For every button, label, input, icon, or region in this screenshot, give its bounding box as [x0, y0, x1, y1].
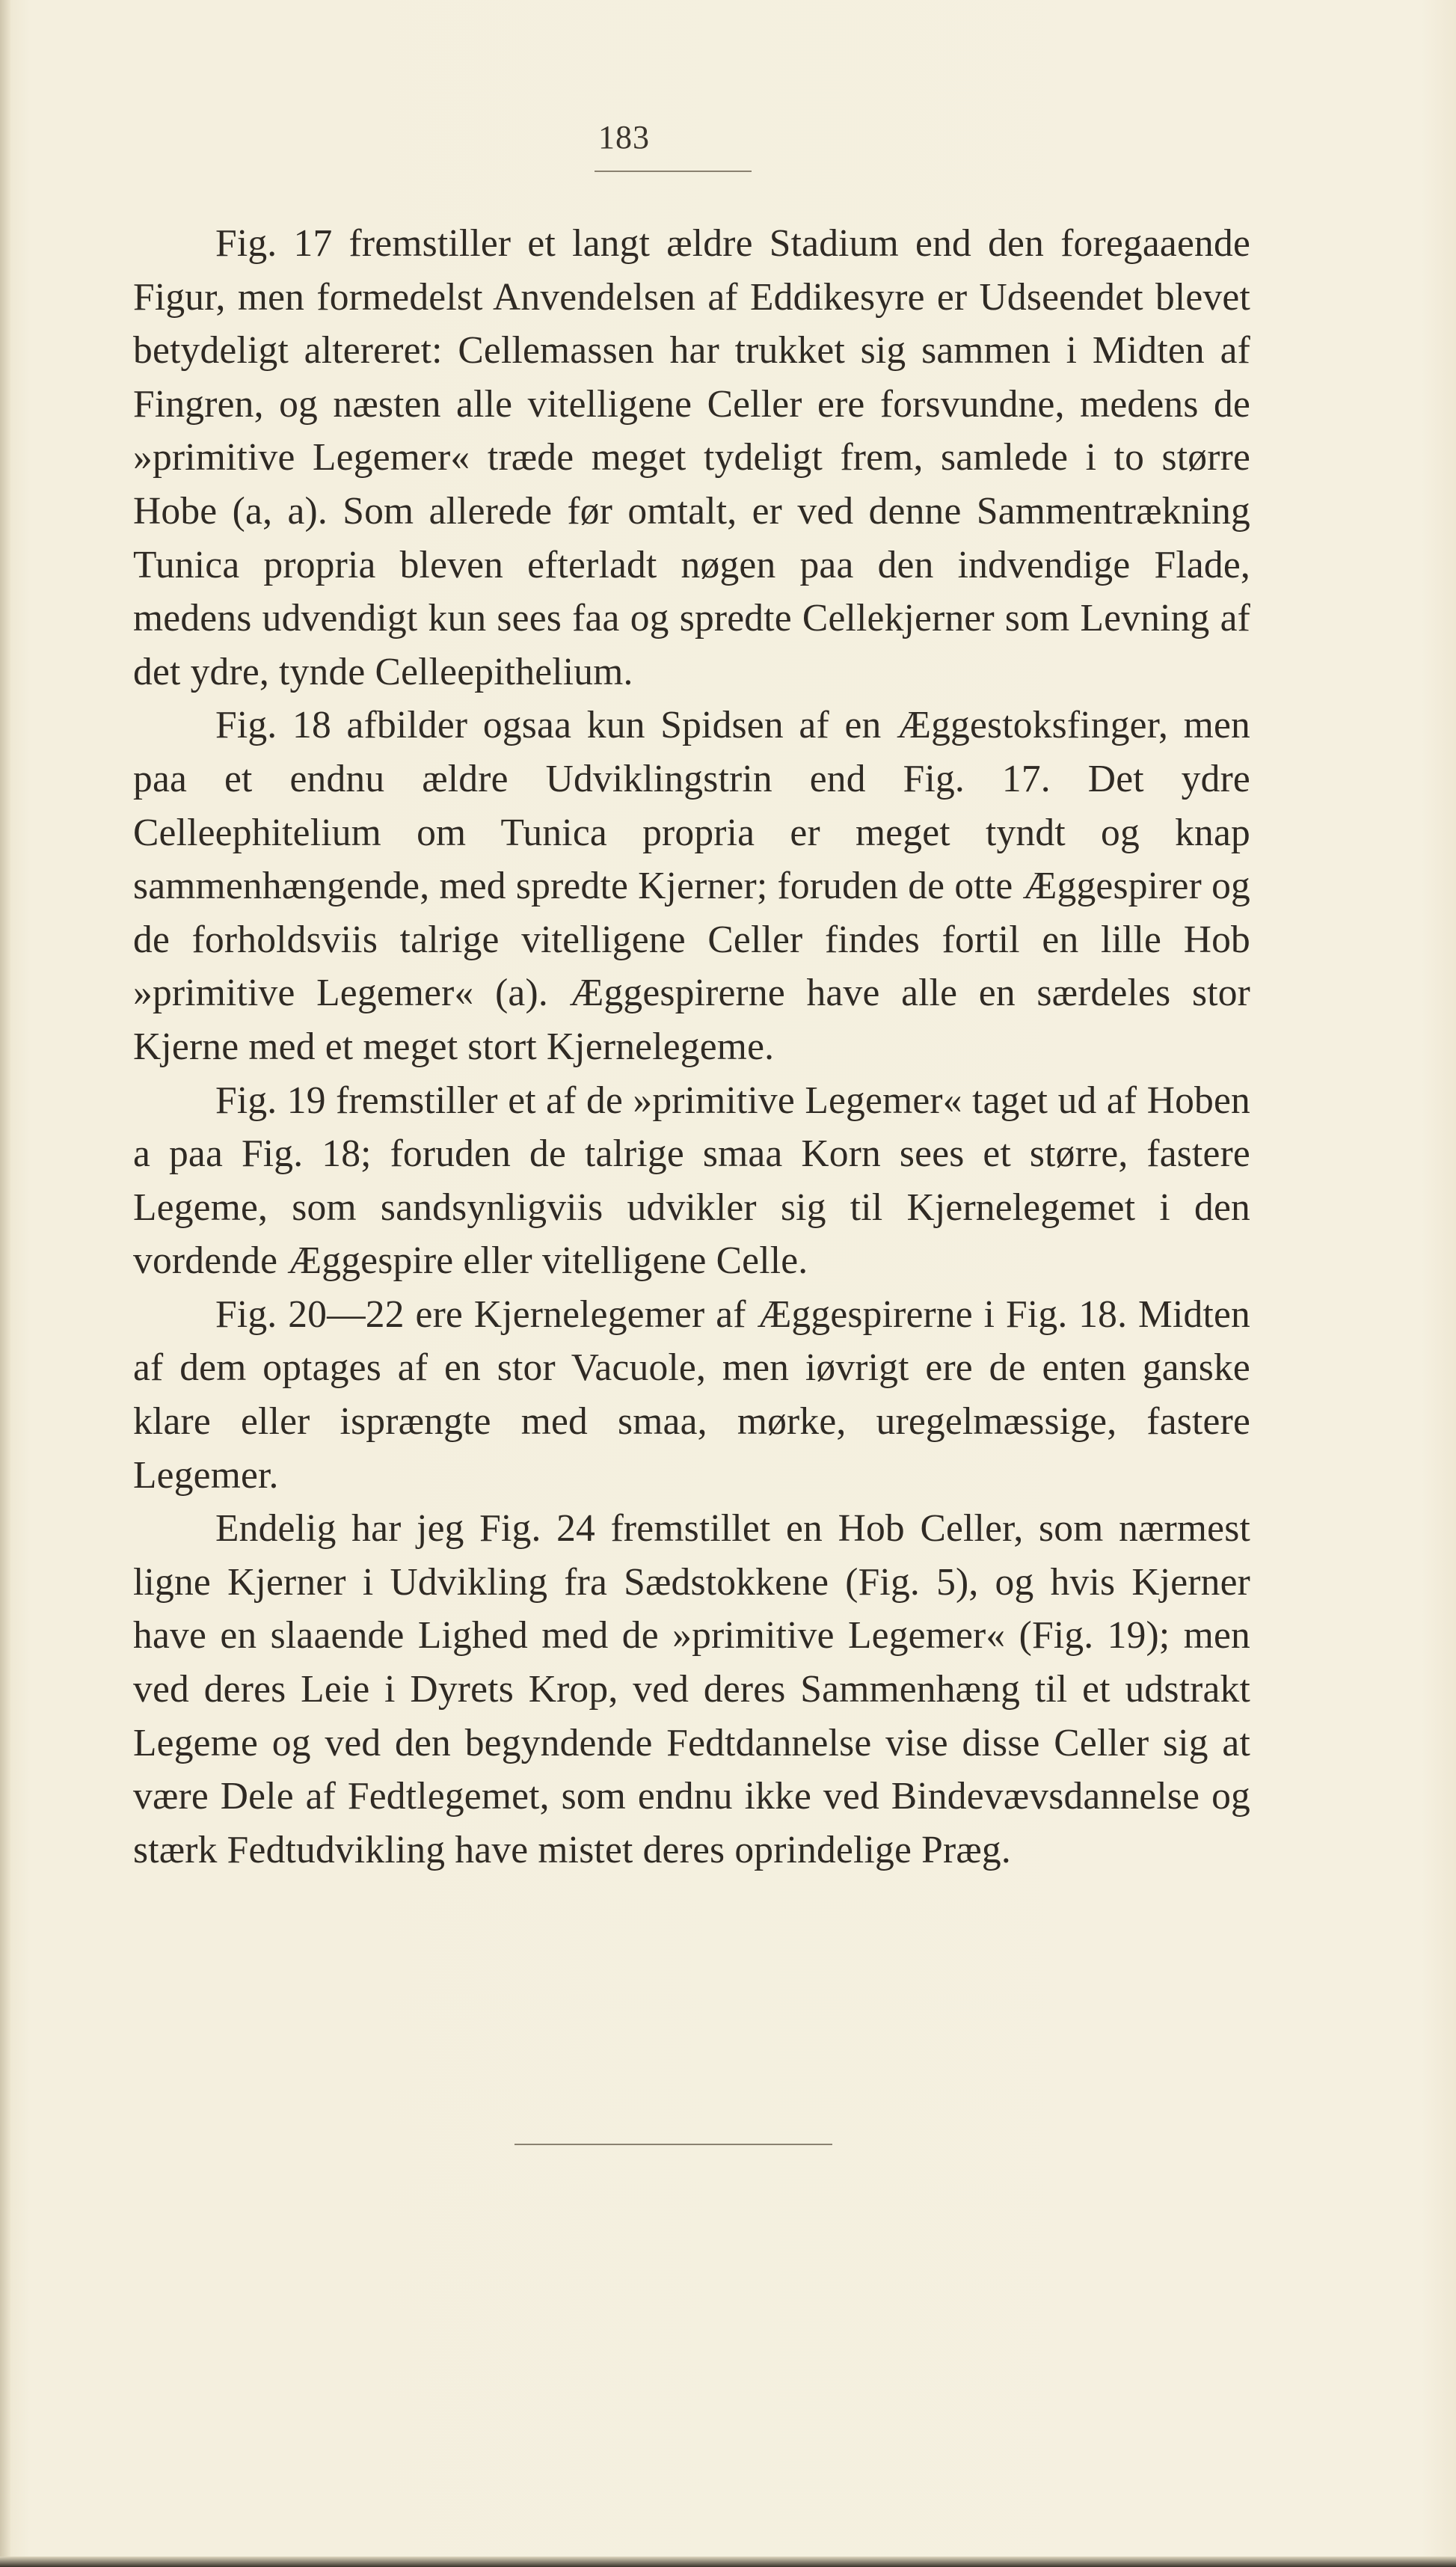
page-bottom-edge [0, 2557, 1456, 2567]
paragraph-fig-17: Fig. 17 fremstiller et langt ældre Stadium end den foregaaende Figur, men formedelst Anvendelsen af Eddikesyre er Udseendet blevet betydeligt altereret: Cellemassen har trukket sig sammen i Midten af Fingren, og næsten alle vitelligene Celler ere forsvundne, medens de »primitive Legemer« træde meget tydeligt frem, samlede i to større Hobe (a, a). Som allerede før omtalt, er ved denne Sammentrækning Tunica propria bleven efterladt nøgen paa den indvendige Flade, medens udvendigt kun sees faa og spredte Cellekjerner som Levning af det ydre, tynde Celleepithelium. [133, 222, 1250, 693]
page-left-edge [0, 0, 10, 2567]
page-number: 183 [598, 119, 650, 156]
end-rule [514, 2144, 832, 2145]
paragraph-fig-19: Fig. 19 fremstiller et af de »primitive Legemer« taget ud af Hoben a paa Fig. 18; foruden de talrige smaa Korn sees et større, fastere Legeme, som sandsynligviis udvikler sig til Kjernelegemet i den vordende Æggespire eller vitelligene Celle. [133, 1079, 1250, 1283]
paragraph-fig-18: Fig. 18 afbilder ogsaa kun Spidsen af en Æggestoksfinger, men paa et endnu ældre Udviklingstrin end Fig. 17. Det ydre Celleephitelium om Tunica propria er meget tyndt og knap sammenhængende, med spredte Kjerner; foruden de otte Æggespirer og de forholdsviis talrige vitelligene Celler findes fortil en lille Hob »primitive Legemer« (a). Æggespirerne have alle en særdeles stor Kjerne med et meget stort Kjernelegeme. [133, 704, 1250, 1068]
paragraph-fig-20-22: Fig. 20—22 ere Kjernelegemer af Æggespirerne i Fig. 18. Midten af dem optages af en stor Vacuole, men iøvrigt ere de enten ganske klare eller isprængte med smaa, mørke, uregelmæssige, fastere Legemer. [133, 1292, 1250, 1497]
body-text [133, 217, 1250, 1877]
paragraph-fig-24: Endelig har jeg Fig. 24 fremstillet en Hob Celler, som nærmest ligne Kjerner i Udvikling fra Sædstokkene (Fig. 5), og hvis Kjerner have en slaaende Lighed med de »primitive Legemer« (Fig. 19); men ved deres Leie i Dyrets Krop, ved deres Sammenhæng til et udstrakt Legeme og ved den begyndende Fedtdannelse vise disse Celler sig at være Dele af Fedtlegemet, som endnu ikke ved Bindevævsdannelse og stærk Fedtudvikling have mistet deres oprindelige Præg. [133, 1507, 1250, 1871]
page-number-rule [595, 171, 752, 172]
